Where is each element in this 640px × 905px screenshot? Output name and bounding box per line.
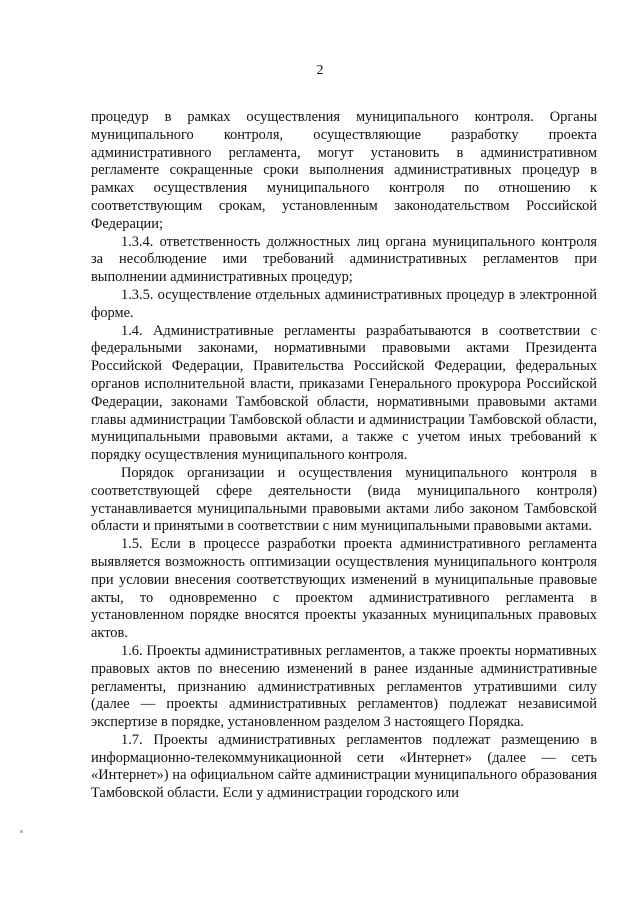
paragraph-1-4: 1.4. Административные регламенты разрабатываются в соответствии с федеральными законами, нормативными правовыми актами Президента Российской Федерации, Правительства Российской Федерации, федеральных органов исполнительной власти, приказами Генерального прокурора Российской Федерации, законами Тамбовской области, нормативными правовыми актами главы администрации Тамбовской области и администрации Тамбовской области, муниципальными правовыми актами, а также с учетом иных требований к порядку осуществления муниципального контроля.	[91, 322, 597, 464]
document-body	[91, 109, 597, 803]
paragraph-1-6: 1.6. Проекты административных регламентов, а также проекты нормативных правовых актов по внесению изменений в ранее изданные административные регламенты, признанию административных регламентов утратившими силу (далее — проекты административных регламентов) подлежат независимой экспертизе в порядке, установленном разделом 3 настоящего Порядка.	[91, 642, 597, 731]
paragraph-1-3-3-continuation: процедур в рамках осуществления муниципального контроля. Органы муниципального контроля, осуществляющие разработку проекта административного регламента, могут установить в административном регламенте сокращенные сроки выполнения административных процедур в рамках осуществления муниципального контроля по отношению к соответствующим срокам, установленным законодательством Российской Федерации;	[91, 109, 597, 232]
paragraph-control-order: Порядок организации и осуществления муниципального контроля в соответствующей сфере деятельности (вида муниципального контроля) устанавливается муниципальными правовыми актами либо законом Тамбовской области и принятыми в соответствии с ним муниципальными правовыми актами.	[91, 464, 597, 535]
paragraph-1-7: 1.7. Проекты административных регламентов подлежат размещению в информационно-телекоммуникационной сети «Интернет» (далее — сеть «Интернет») на официальном сайте администрации муниципального образования Тамбовской области. Если у администрации городского или	[91, 731, 597, 802]
scan-speck	[20, 830, 23, 833]
paragraph-1-3-4: 1.3.4. ответственность должностных лиц органа муниципального контроля за несоблюдение ими требований административных регламентов при выполнении административных процедур;	[91, 233, 597, 286]
page-number: 2	[316, 63, 324, 78]
paragraph-1-3-5: 1.3.5. осуществление отдельных административных процедур в электронной форме.	[91, 286, 597, 321]
paragraph-1-5: 1.5. Если в процессе разработки проекта административного регламента выявляется возможность оптимизации осуществления муниципального контроля при условии внесения соответствующих изменений в муниципальные правовые акты, то одновременно с проектом административного регламента в установленном порядке вносятся проекты указанных муниципальных правовых актов.	[91, 536, 597, 642]
